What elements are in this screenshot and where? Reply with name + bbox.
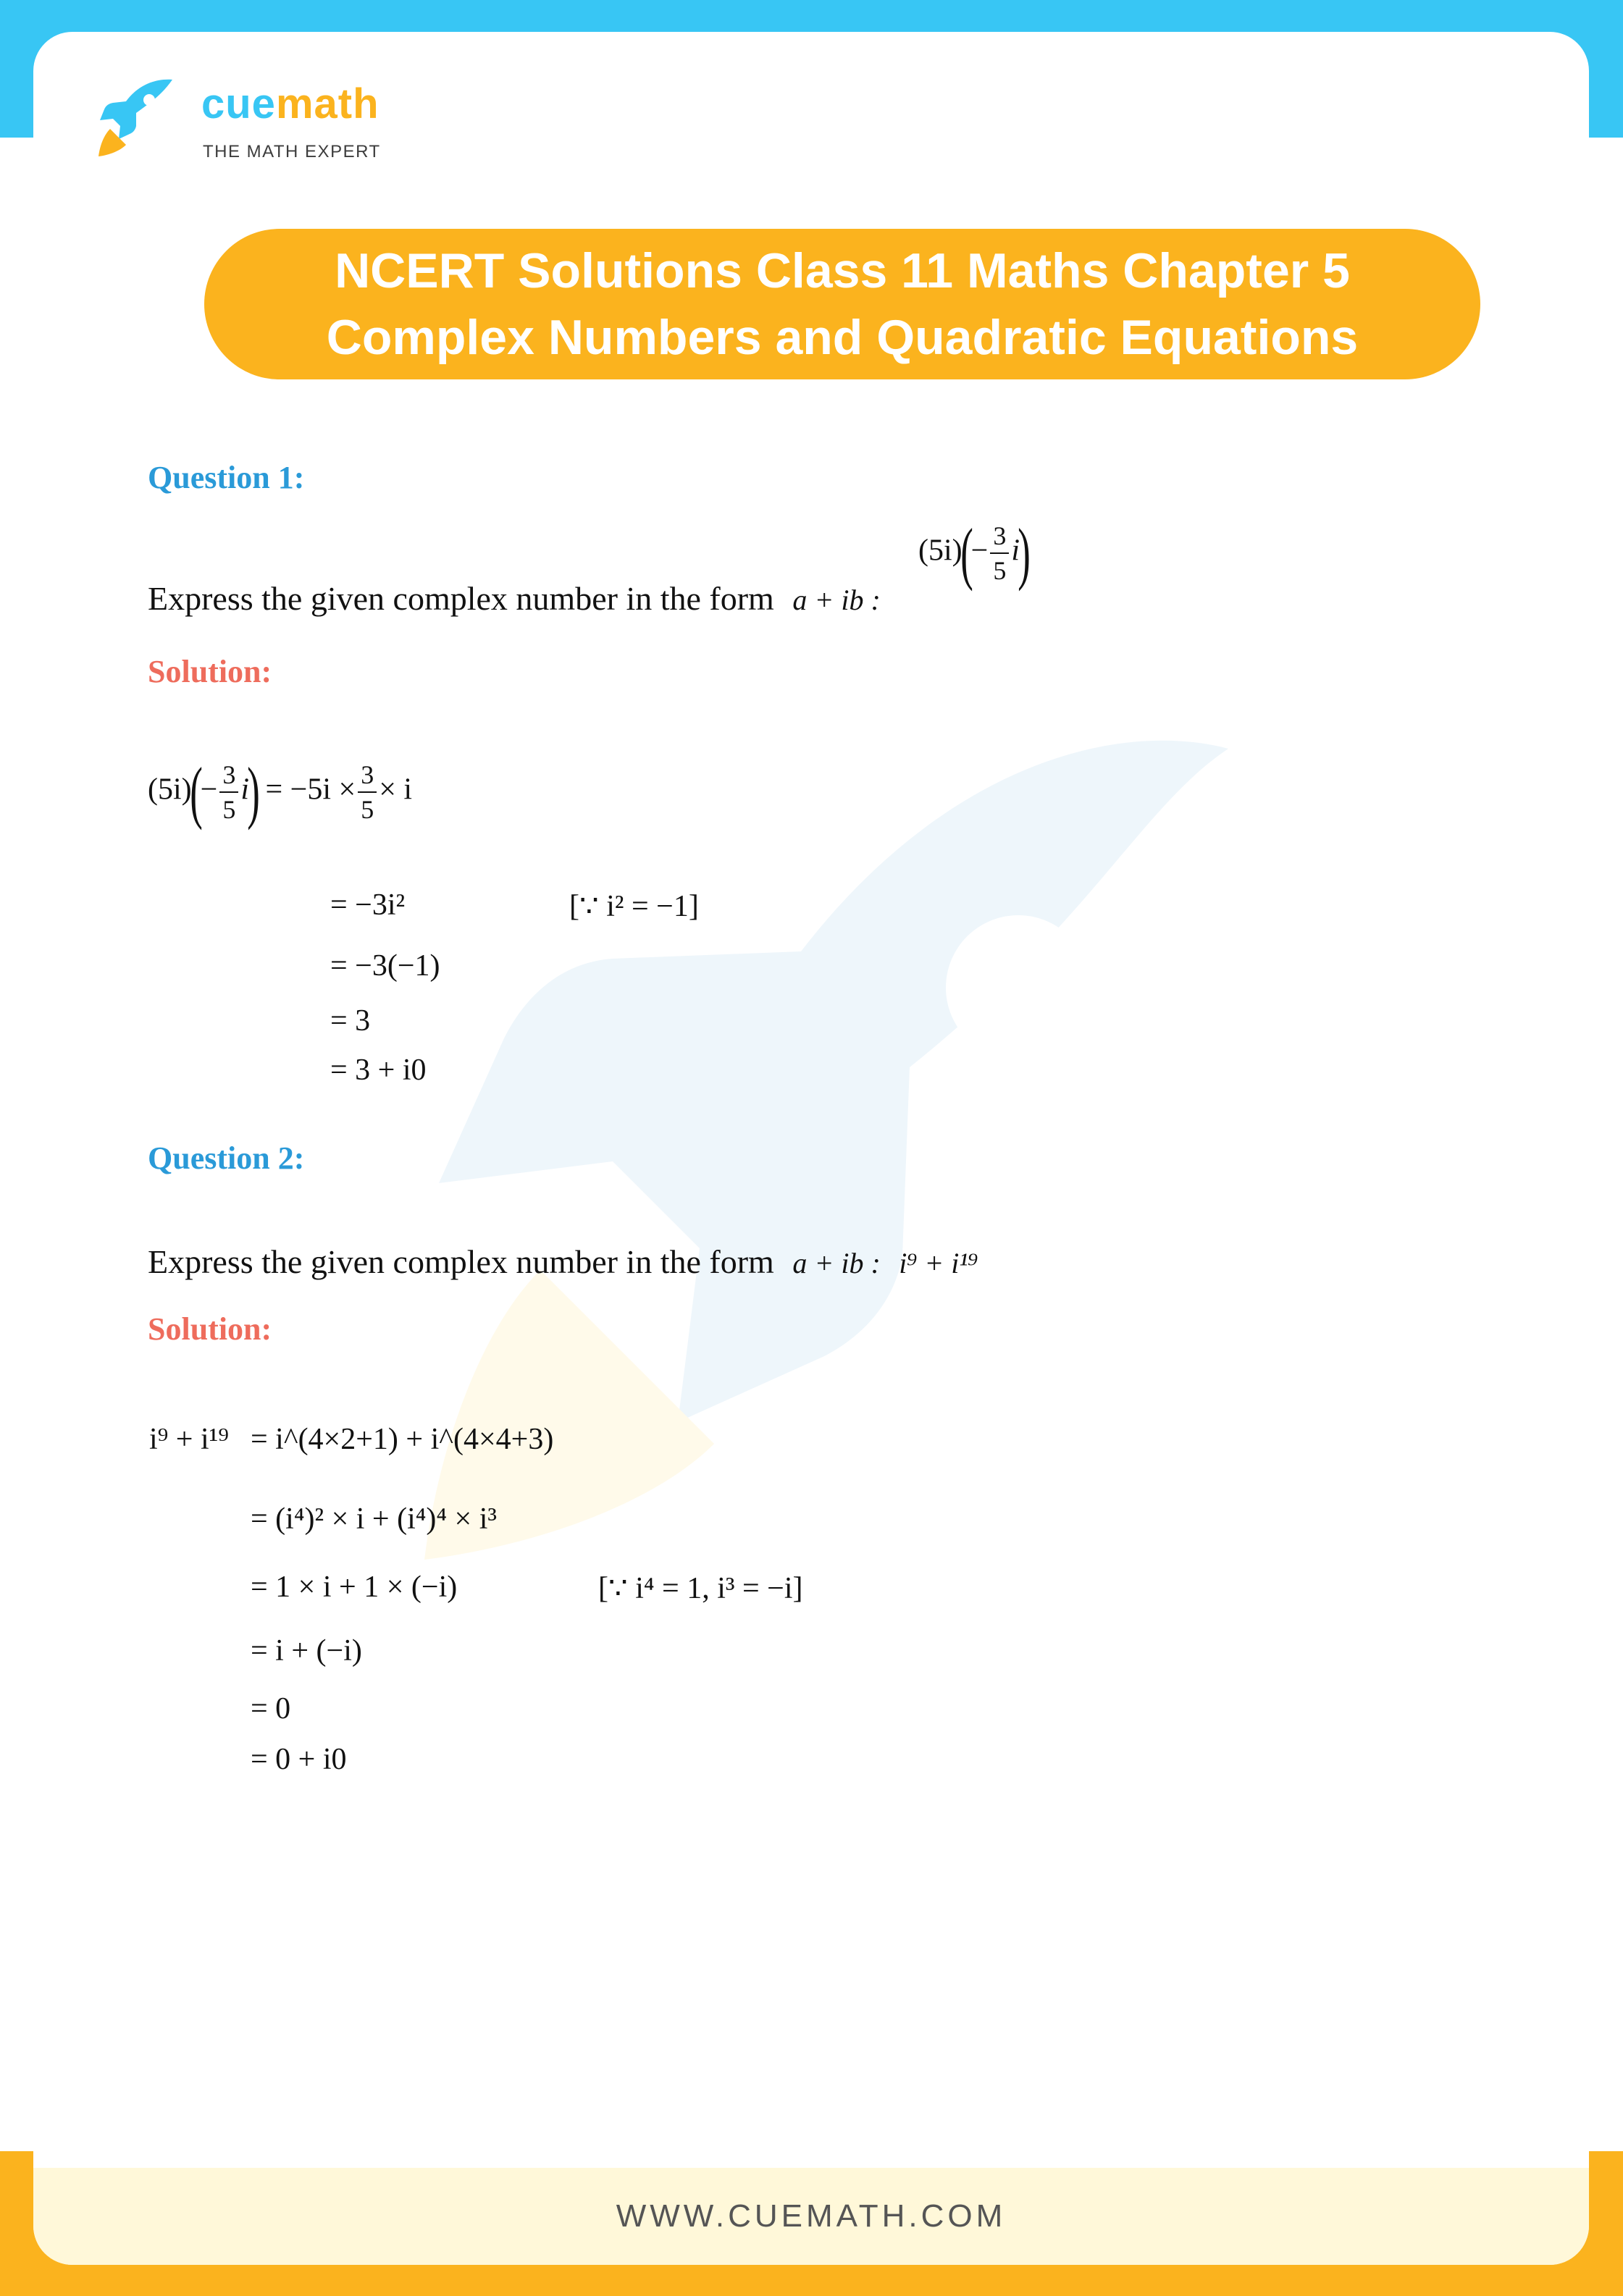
solution-2-step2: = (i⁴)² × i + (i⁴)⁴ × i³ [251, 1502, 497, 1536]
question-2-prompt: Express the given complex number in the form [148, 1243, 774, 1280]
solution-1-step1: (5i)(− $\frac{3}{5}$ i) = −5i × $\frac{3}{5}$ × i [148, 753, 413, 830]
solution-1-step5: = 3 + i0 [330, 1054, 427, 1087]
question-1-expression: (5i)(− $\frac{3}{5}$ i) [918, 514, 1031, 592]
question-1-expr-prefix: (5i) [918, 534, 963, 568]
solution-2-step5: = 0 [251, 1692, 291, 1725]
question-1-form: a + ib : [792, 584, 881, 616]
footer-url-link[interactable]: WWW.CUEMATH.COM [616, 2198, 1007, 2234]
question-1-frac-den: 5 [993, 556, 1007, 585]
page-title-line2: Complex Numbers and Quadratic Equations [326, 310, 1359, 365]
solution-1-step2-note: [∵ i² = −1] [569, 890, 699, 923]
solution-2-step3-note: [∵ i⁴ = 1, i³ = −i] [598, 1572, 803, 1605]
solution-1-step2: = −3i² [330, 888, 406, 922]
solution-2-step4: = i + (−i) [251, 1634, 362, 1668]
solution-2-step3: = 1 × i + 1 × (−i) [251, 1570, 458, 1604]
solution-1-step1-lhs-pre: (5i) [148, 773, 192, 807]
question-2-heading: Question 2: [148, 1140, 305, 1176]
question-1-text [148, 579, 881, 618]
solution-1-step3: = −3(−1) [330, 949, 440, 983]
solution-2-step6: = 0 + i0 [251, 1743, 347, 1776]
question-1-prompt: Express the given complex number in the form [148, 580, 774, 617]
solution-1-step1-frac1-num: 3 [219, 758, 238, 793]
solution-1-label: Solution: [148, 654, 272, 689]
solution-1-step1-frac2-den: 5 [361, 795, 374, 824]
brand-name-part2: math [275, 80, 379, 127]
page-card [33, 32, 1589, 2265]
solution-2-label: Solution: [148, 1311, 272, 1347]
question-2-form: a + ib : [792, 1247, 881, 1279]
solution-1-step1-rhs: = −5i × [265, 773, 356, 807]
brand-name-part1: cue [201, 80, 276, 127]
solution-1-step1-rhs-tail: × i [379, 773, 413, 807]
solution-2-step1-lhs: i⁹ + i¹⁹ [149, 1423, 229, 1456]
solution-1-step1-frac2-num: 3 [358, 758, 377, 793]
question-2-expression: i⁹ + i¹⁹ [899, 1247, 978, 1279]
solution-1-step1-frac1-den: 5 [222, 795, 236, 824]
question-2-text [148, 1242, 978, 1281]
question-1-frac-num: 3 [990, 519, 1009, 554]
solution-1-step4: = 3 [330, 1004, 371, 1038]
content-area [33, 32, 1589, 2265]
solution-2-step1-rhs: = i^(4×2+1) + i^(4×4+3) [251, 1423, 554, 1456]
page-title-line1: NCERT Solutions Class 11 Maths Chapter 5 [335, 243, 1350, 298]
question-1-heading: Question 1: [148, 460, 305, 495]
brand-tagline: THE MATH EXPERT [203, 142, 381, 161]
